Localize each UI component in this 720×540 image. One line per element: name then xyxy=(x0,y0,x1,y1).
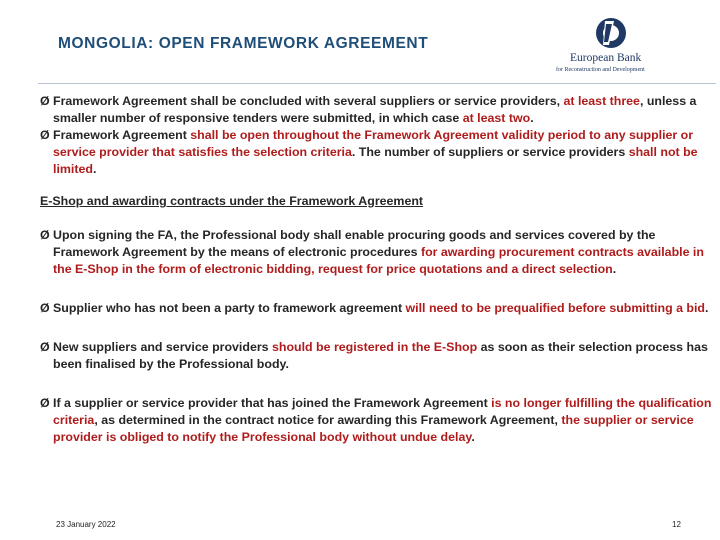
emphasis-text: should be registered in the E-Shop xyxy=(272,340,478,354)
emphasis-text: for awarding procurement contracts available in the E-Shop in the form of electronic bidding, request for price quotations and a direct selection xyxy=(53,245,704,276)
emphasis-text: the supplier or service provider is obliged to notify the Professional body without undue delay xyxy=(53,413,694,444)
bullet-text: . xyxy=(92,162,97,176)
bullet-text: . The number of suppliers or service providers xyxy=(351,145,629,159)
bullet-item xyxy=(40,127,712,178)
bullet-text: If a supplier or service provider that has joined the Framework Agreement xyxy=(53,396,492,410)
bullet-item xyxy=(40,395,712,446)
bullet-text: . xyxy=(471,430,475,444)
bullet-text: Upon signing the FA, the Professional body shall enable procuring goods and services covered by the Framework Agreement by the means of electronic procedures xyxy=(53,228,656,259)
arrow-bullet-icon: Ø xyxy=(40,301,50,315)
arrow-bullet-icon: Ø xyxy=(40,396,50,410)
bullet-text: New suppliers and service providers xyxy=(53,340,272,354)
bullet-text: Framework Agreement xyxy=(53,128,191,142)
emphasis-text: will need to be prequalified before submitting a bid xyxy=(405,301,705,315)
bullet-list-bottom xyxy=(40,227,712,446)
bullet-text: Framework Agreement shall be concluded with several suppliers or service providers, xyxy=(53,94,564,108)
bullet-text: . xyxy=(530,111,534,125)
arrow-bullet-icon: Ø xyxy=(40,94,50,108)
section-heading: E-Shop and awarding contracts under the Framework Agreement xyxy=(40,194,424,208)
bullet-text: . xyxy=(612,262,617,276)
bullet-text: , unless a smaller number of responsive tenders were submitted, in which case xyxy=(53,94,697,125)
page-number: 12 xyxy=(672,520,681,529)
logo-subtitle: for Reconstruction and Development xyxy=(556,67,645,73)
emphasis-text: shall not be limited xyxy=(53,145,698,176)
slide-body xyxy=(40,93,712,446)
bullet-list-top xyxy=(40,93,712,178)
bullet-text: Supplier who has not been a party to framework agreement xyxy=(53,301,406,315)
footer-date: 23 January 2022 xyxy=(56,520,116,529)
bullet-text: . xyxy=(705,301,709,315)
bullet-text: as soon as their selection process has been finalised by the Professional body. xyxy=(53,340,708,371)
emphasis-text: at least two xyxy=(462,111,531,125)
ebrd-logo-icon xyxy=(594,16,628,50)
bullet-item xyxy=(40,339,712,373)
bullet-item xyxy=(40,300,712,317)
bullet-item xyxy=(40,93,712,127)
arrow-bullet-icon: Ø xyxy=(40,128,50,142)
bullet-text: , as determined in the contract notice for awarding this Framework Agreement, xyxy=(94,413,562,427)
arrow-bullet-icon: Ø xyxy=(40,228,50,242)
title-divider xyxy=(38,83,716,84)
logo-name: European Bank xyxy=(570,52,642,64)
emphasis-text: at least three xyxy=(563,94,640,108)
emphasis-text: is no longer fulfilling the qualification criteria xyxy=(53,396,712,427)
emphasis-text: shall be open throughout the Framework Agreement validity period to any supplier or service provider that satisfies the selection criteria xyxy=(53,128,694,159)
arrow-bullet-icon: Ø xyxy=(40,340,50,354)
slide-title: MONGOLIA: OPEN FRAMEWORK AGREEMENT xyxy=(58,35,429,52)
logo xyxy=(554,16,672,78)
bullet-item xyxy=(40,227,712,278)
